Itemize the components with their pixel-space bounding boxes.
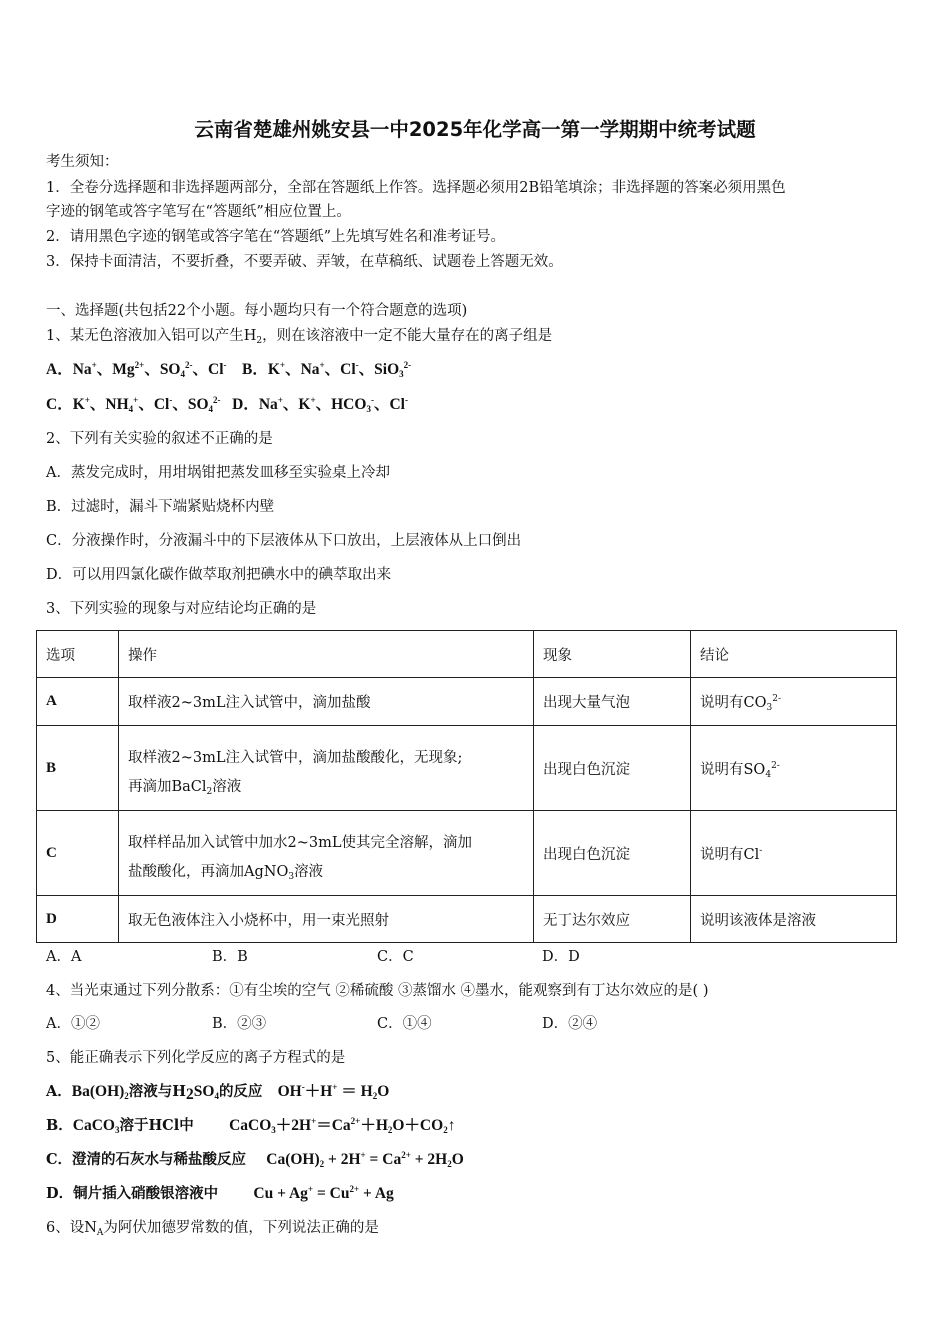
header-operation: 操作 — [119, 631, 534, 678]
q4-option-d: D．②④ — [542, 1016, 598, 1032]
row-phenomenon: 出现大量气泡 — [534, 678, 691, 726]
notice-line-1a: 1．全卷分选择题和非选择题两部分，全部在答题纸上作答。选择题必须用2B铅笔填涂；非选择题的答案必须用黑色 — [46, 180, 786, 196]
table-header-row — [37, 631, 897, 678]
row-conclusion: 说明有Cl- — [691, 811, 897, 896]
row-operation: 取样样品加入试管中加水2~3mL使其完全溶解，滴加 盐酸酸化，再滴加AgNO$_3$溶液 — [119, 811, 534, 896]
q5-option-b: B．CaCO$_3$溶于HCl中 $CaCO_3+2H^+=Ca^{2+}+H_2O+CO_2↑$ — [46, 1116, 456, 1135]
q2-option-b: B．过滤时，漏斗下端紧贴烧杯内壁 — [46, 499, 275, 515]
q3-option-c: C．C — [377, 949, 414, 965]
row-operation: 取样液2~3mL注入试管中，滴加盐酸 — [119, 678, 534, 726]
q5-option-d: D．铜片插入硝酸银溶液中 $Cu + Ag^+ = Cu^{2+} + Ag$ — [46, 1184, 394, 1202]
notice-heading: 考生须知： — [46, 154, 119, 170]
q2-stem: 2、下列有关实验的叙述不正确的是 — [46, 431, 273, 447]
row-operation: 取无色液体注入小烧杯中，用一束光照射 — [119, 896, 534, 943]
notice-line-1b: 字迹的钢笔或答字笔写在“答题纸”相应位置上。 — [46, 204, 351, 220]
row-label: A — [37, 678, 119, 726]
q6-stem: 6、设$N_A$为阿伏加德罗常数的值，下列说法正确的是 — [46, 1220, 379, 1238]
q4-option-a: A．①② — [46, 1016, 100, 1032]
row-label: C — [37, 811, 119, 896]
q3-stem: 3、下列实验的现象与对应结论均正确的是 — [46, 601, 317, 617]
q5-option-a: A．$Ba(OH)_2$溶液与$H_2SO_4$的反应 $OH^-+H^+ = H_2O$ — [46, 1082, 390, 1103]
notice-line-2: 2．请用黑色字迹的钢笔或答字笔在“答题纸”上先填写姓名和准考证号。 — [46, 229, 506, 245]
q3-option-b: B．B — [212, 949, 248, 965]
q4-stem: 4、当光束通过下列分散系：①有尘埃的空气 ②稀硫酸 ③蒸馏水 ④墨水，能观察到有丁达尔效应的是( ) — [46, 983, 709, 999]
row-conclusion: 说明有$SO_4^{2-}$ — [691, 726, 897, 811]
header-phenomenon: 现象 — [534, 631, 691, 678]
row-phenomenon: 无丁达尔效应 — [534, 896, 691, 943]
q3-table — [36, 630, 897, 943]
row-conclusion: 说明有$CO_3^{2-}$ — [691, 678, 897, 726]
q1-options-ab: A．Na+、$Mg^{2+}$、$SO_4^{2-}$、Cl- B．K+、Na+、Cl-、SiO$_3^{2-}$ — [46, 360, 412, 379]
q4-option-b: B．②③ — [212, 1016, 267, 1032]
q2-option-a: A．蒸发完成时，用坩埚钳把蒸发皿移至实验桌上冷却 — [46, 465, 390, 481]
header-conclusion: 结论 — [691, 631, 897, 678]
q2-option-d: D．可以用四氯化碳作做萃取剂把碘水中的碘萃取出来 — [46, 567, 392, 583]
q4-option-c: C．①④ — [377, 1016, 432, 1032]
table-row — [37, 896, 897, 943]
row-phenomenon: 出现白色沉淀 — [534, 726, 691, 811]
q3-option-d: D．D — [542, 949, 580, 965]
q5-stem: 5、能正确表示下列化学反应的离子方程式的是 — [46, 1050, 346, 1066]
q1-options-cd: C．K+、$NH_4^+$、Cl-、$SO_4^{2-}$ D．Na+、K+、$HCO_3^-$、Cl- — [46, 395, 408, 414]
section-heading: 一、选择题(共包括22个小题。每小题均只有一个符合题意的选项) — [46, 303, 468, 319]
q5-option-c: C．澄清的石灰水与稀盐酸反应 $Ca(OH)_2 + 2H^+ = Ca^{2+} + 2H_2O$ — [46, 1150, 464, 1169]
q3-option-a: A．A — [46, 949, 82, 965]
notice-line-3: 3．保持卡面清洁，不要折叠，不要弄破、弄皱，在草稿纸、试题卷上答题无效。 — [46, 254, 563, 270]
q2-option-c: C．分液操作时，分液漏斗中的下层液体从下口放出，上层液体从上口倒出 — [46, 533, 522, 549]
page-title: 云南省楚雄州姚安县一中2025年化学高一第一学期期中统考试题 — [194, 118, 756, 141]
row-phenomenon: 出现白色沉淀 — [534, 811, 691, 896]
header-option: 选项 — [37, 631, 119, 678]
row-label: D — [37, 896, 119, 943]
row-conclusion: 说明该液体是溶液 — [691, 896, 897, 943]
table-row — [37, 811, 897, 896]
table-row — [37, 726, 897, 811]
row-label: B — [37, 726, 119, 811]
row-operation: 取样液2~3mL注入试管中，滴加盐酸酸化，无现象; 再滴加BaCl$_2$溶液 — [119, 726, 534, 811]
table-row — [37, 678, 897, 726]
q1-stem: 1、某无色溶液加入铝可以产生$H_2$，则在该溶液中一定不能大量存在的离子组是 — [46, 328, 553, 346]
